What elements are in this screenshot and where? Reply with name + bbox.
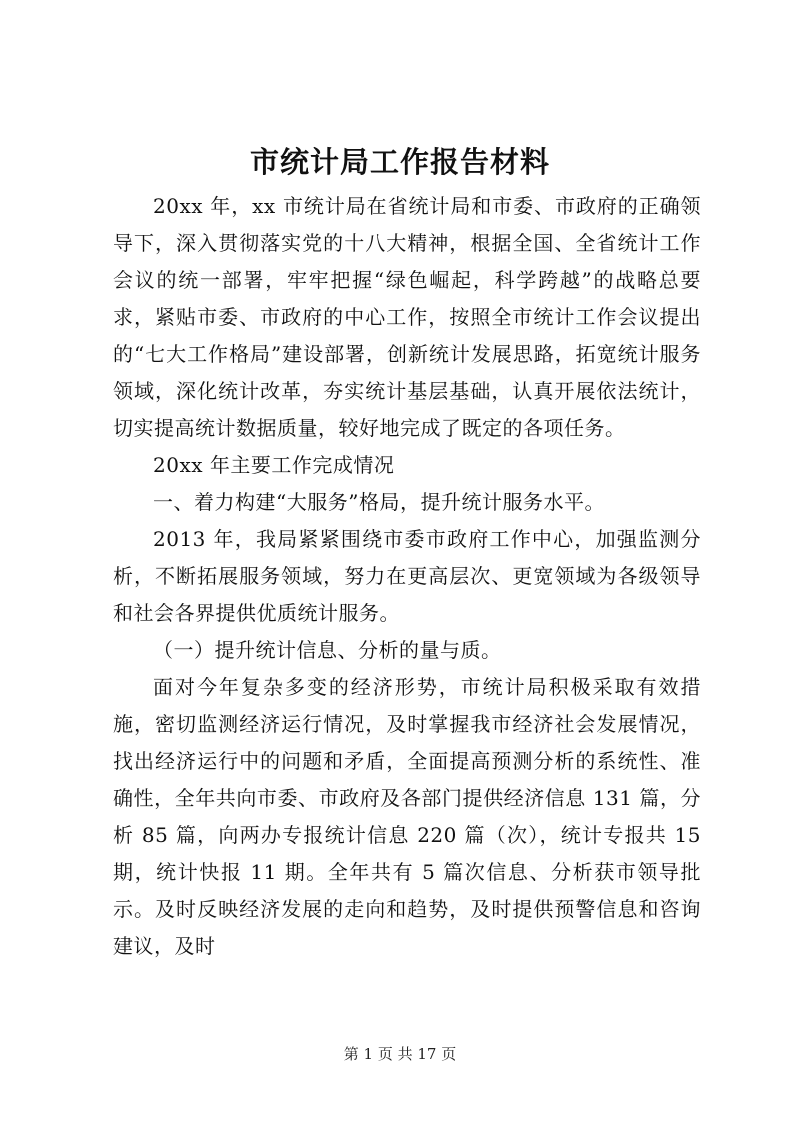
paragraph-economic-info: 面对今年复杂多变的经济形势，市统计局积极采取有效措施，密切监测经济运行情况，及时掌握我市经济社会发展情况，找出经济运行中的问题和矛盾，全面提高预测分析的系统性、准确性，全年共向市委、市政府及各部门提供经济信息 131 篇，分析 85 篇，向两办专报统计信息 220 篇（次），统计专报共 15 期，统计快报 11 期。全年共有 5 篇次信息、分析获市领导批示。及时反映经济发展的走向和趋势，及时提供预警信息和咨询建议，及时	[113, 675, 701, 958]
document-title: 市统计局工作报告材料	[249, 145, 550, 179]
paragraph-subheading: （一）提升统计信息、分析的量与质。	[153, 638, 502, 662]
paragraph-heading-one: 一、着力构建“大服务”格局，提升统计服务水平。	[153, 490, 605, 514]
page-number-footer: 第 1 页 共 17 页	[343, 1045, 457, 1063]
paragraph-2013-summary: 2013 年，我局紧紧围绕市委市政府工作中心，加强监测分析，不断拓展服务领域，努力在更高层次、更宽领域为各级领导和社会各界提供优质统计服务。	[113, 527, 701, 625]
document-body	[113, 188, 701, 965]
paragraph-section-heading: 20xx 年主要工作完成情况	[153, 453, 395, 477]
paragraph-intro: 20xx 年，xx 市统计局在省统计局和市委、市政府的正确领导下，深入贯彻落实党的十八大精神，根据全国、全省统计工作会议的统一部署，牢牢把握“绿色崛起，科学跨越”的战略总要求，紧贴市委、市政府的中心工作，按照全市统计工作会议提出的“七大工作格局”建设部署，创新统计发展思路，拓宽统计服务领域，深化统计改革，夯实统计基层基础，认真开展依法统计，切实提高统计数据质量，较好地完成了既定的各项任务。	[113, 194, 701, 440]
